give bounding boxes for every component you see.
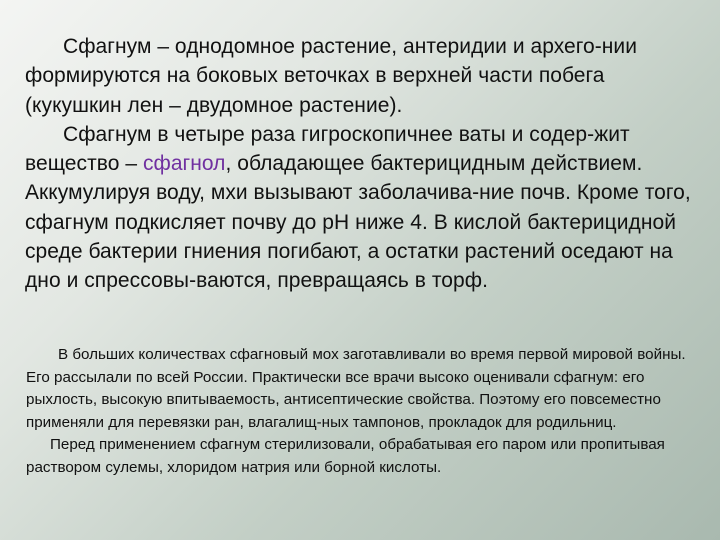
sphagnol-term: сфагнол [142,152,226,176]
main-paragraph-2 [25,120,700,296]
main-paragraph-1: Сфагнум – однодомное растение, антеридии и архего-нии формируются на боковых веточках в верхней части побега (кукушкин лен – двудомное растение). [25,35,637,117]
secondary-text-block [26,344,698,479]
main-paragraph-2-end: , обладающее бактерицидным действием. Аккумулируя воду, мхи вызывают заболачива-ние почв. Кроме того, сфагнум подкисляет почву до рН ниже 4. В кислой бактерицидной среде бактерии гниения погибают, а остатки растений оседают на дно и спрессовы-ваются, превращаясь в торф. [25,152,691,293]
secondary-paragraph-1: В больших количествах сфагновый мох заготавливали во время первой мировой войны. Его рассылали по всей России. Практически все врачи высоко оценивали сфагнум: его рыхлость, высокую впитываемость, антисептические свойства. Поэтому его повсеместно применяли для перевязки ран, влагалищ-ных тампонов, прокладок для родильниц. [26,346,686,431]
main-paragraph-2-start: Сфагнум в четыре раза гигроскопичнее ваты и содер-жит вещество – [25,122,630,176]
secondary-paragraph-2: Перед применением сфагнум стерилизовали, обрабатывая его паром или пропитывая раствором сулемы, хлоридом натрия или борной кислоты. [26,436,665,476]
main-text-block [25,32,700,296]
